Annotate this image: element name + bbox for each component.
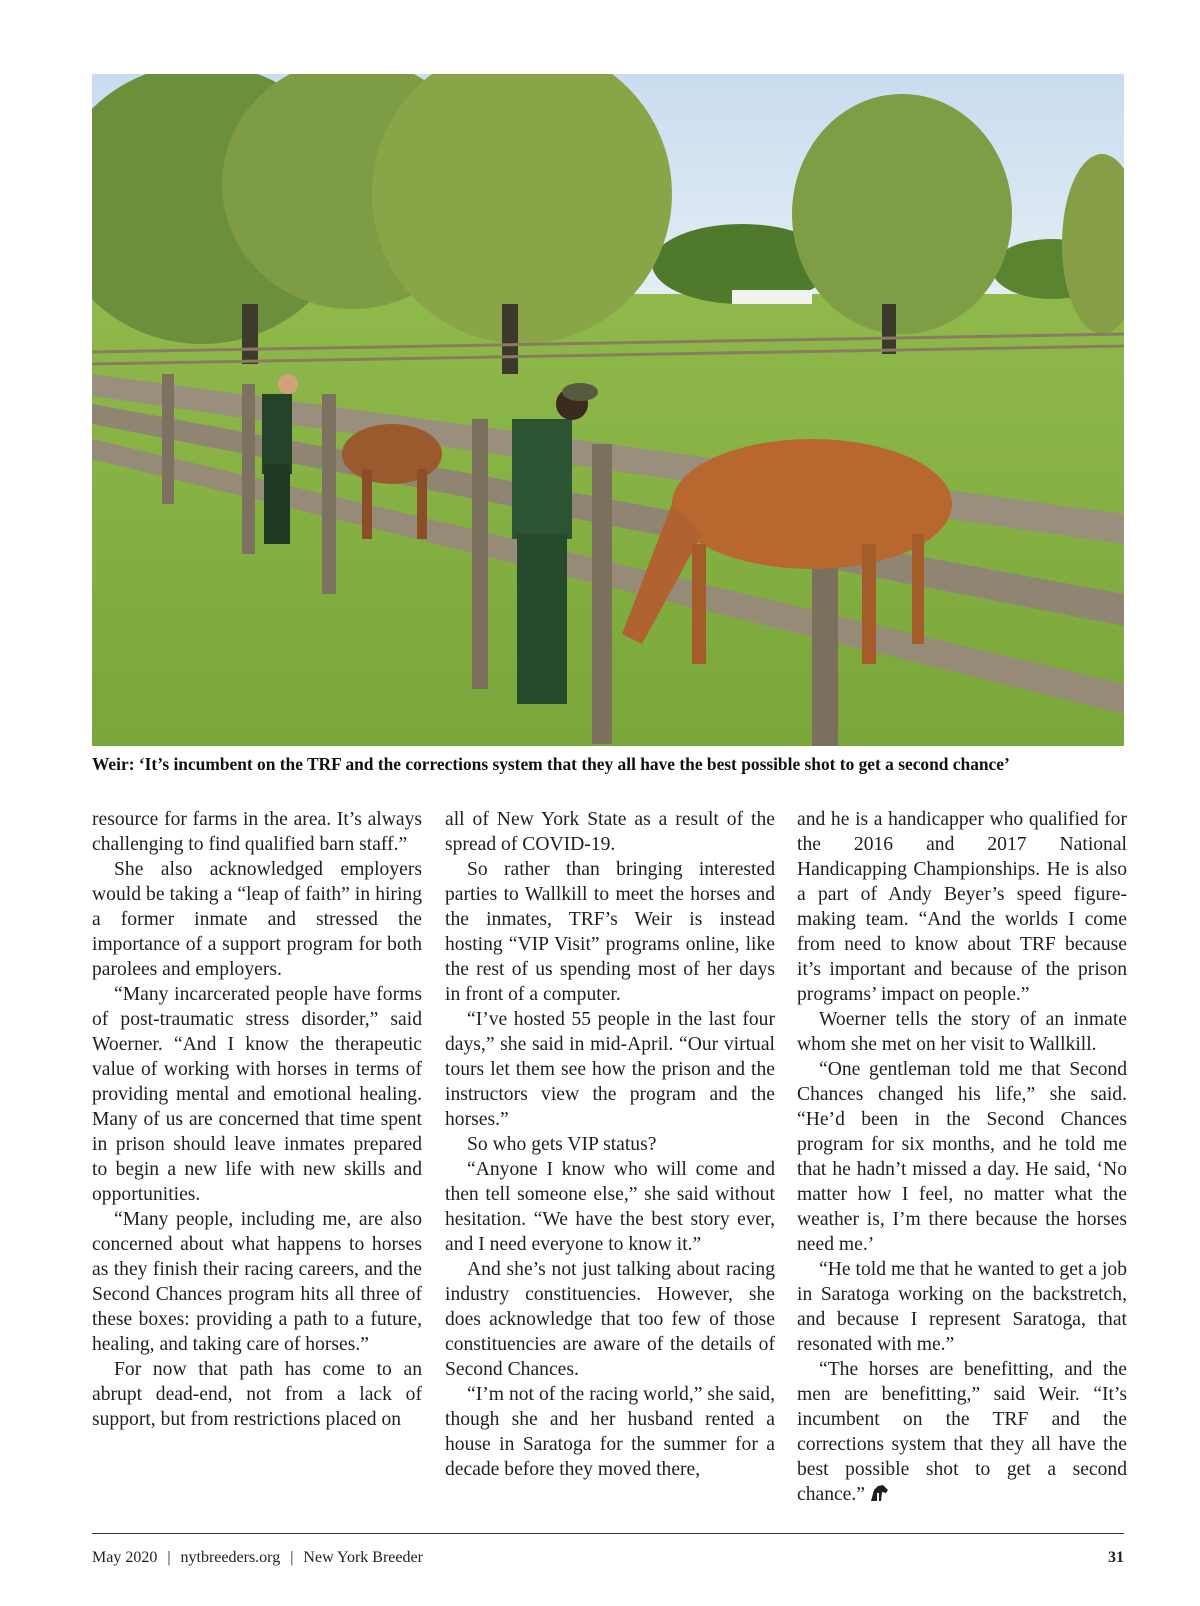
paragraph: “Anyone I know who will come and then tell someone else,” she said without hesitation. “We have the best story ever, and I need everyone to know it.” [445,1159,775,1255]
article-photo [92,74,1124,746]
paragraph: “I’m not of the racing world,” she said, though she and her husband rented a house in Saratoga for the summer for a decade before they moved there, [445,1384,775,1480]
footer-separator: | [290,1549,294,1566]
paragraph: and he is a handicapper who qualified for the 2016 and 2017 National Handicapping Championships. He is also a part of Andy Beyer’s speed figure-making team. “And the worlds I come from need to know about TRF because it’s important and because of the prison programs’ impact on people.” [797,809,1127,1005]
horse-head-end-mark-icon [869,1484,889,1502]
footer-date: May 2020 [92,1549,158,1566]
footer-site: nytbreeders.org [180,1549,281,1566]
article-column-3 [797,807,1127,1507]
photo-horses-fence [92,74,1124,746]
paragraph: “One gentleman told me that Second Chances changed his life,” she said. “He’d been in the Second Chances program for six months, and he told me that he hadn’t missed a day. He said, ‘No matter how I feel, no matter what the weather is, I’m there because the horses need me.’ [797,1059,1127,1255]
paragraph: Woerner tells the story of an inmate whom she met on her visit to Wallkill. [797,1009,1127,1055]
paragraph: For now that path has come to an abrupt dead-end, not from a lack of support, but from restrictions placed on [92,1359,422,1430]
footer-separator: | [167,1549,171,1566]
paragraph: “Many people, including me, are also concerned about what happens to horses as they finish their racing careers, and the Second Chances program hits all three of these boxes: providing a path to a future, healing, and taking care of horses.” [92,1209,422,1355]
footer-left [92,1549,423,1566]
paragraph: “He told me that he wanted to get a job in Saratoga working on the backstretch, and because I represent Saratoga, that resonated with me.” [797,1259,1127,1355]
paragraph: So who gets VIP status? [467,1134,657,1155]
paragraph-final [797,1357,1127,1507]
page-number: 31 [1108,1549,1124,1566]
article-column-1 [92,807,422,1432]
paragraph: She also acknowledged employers would be taking a “leap of faith” in hiring a former inmate and stressed the importance of a support program for both parolees and employers. [92,859,422,980]
paragraph: resource for farms in the area. It’s always challenging to find qualified barn staff.” [92,809,422,855]
article-column-2 [445,807,775,1482]
paragraph: And she’s not just talking about racing industry constituencies. However, she does acknowledge that too few of those constituencies are aware of the details of Second Chances. [445,1259,775,1380]
paragraph: So rather than bringing interested parties to Wallkill to meet the horses and the inmates, TRF’s Weir is instead hosting “VIP Visit” programs online, like the rest of us spending most of her days in front of a computer. [445,859,775,1005]
footer-rule [92,1533,1124,1534]
paragraph-final-text: “The horses are benefitting, and the men are benefitting,” said Weir. “It’s incumbent on the TRF and the corrections system that they all have the best possible shot to get a second chance.” [797,1359,1127,1505]
footer-publication: New York Breeder [303,1549,423,1566]
paragraph: “I’ve hosted 55 people in the last four days,” she said in mid-April. “Our virtual tours let them see how the prison and the instructors view the program and the horses.” [445,1009,775,1130]
photo-caption: Weir: ‘It’s incumbent on the TRF and the corrections system that they all have the best possible shot to get a second chance’ [92,754,1010,774]
paragraph: all of New York State as a result of the spread of COVID-19. [445,809,775,855]
page-footer [92,1548,1124,1568]
paragraph: “Many incarcerated people have forms of post-traumatic stress disorder,” said Woerner. “And I know the therapeutic value of working with horses in terms of providing mental and emotional healing. Many of us are concerned that time spent in prison should leave inmates prepared to begin a new life with new skills and opportunities. [92,984,422,1205]
